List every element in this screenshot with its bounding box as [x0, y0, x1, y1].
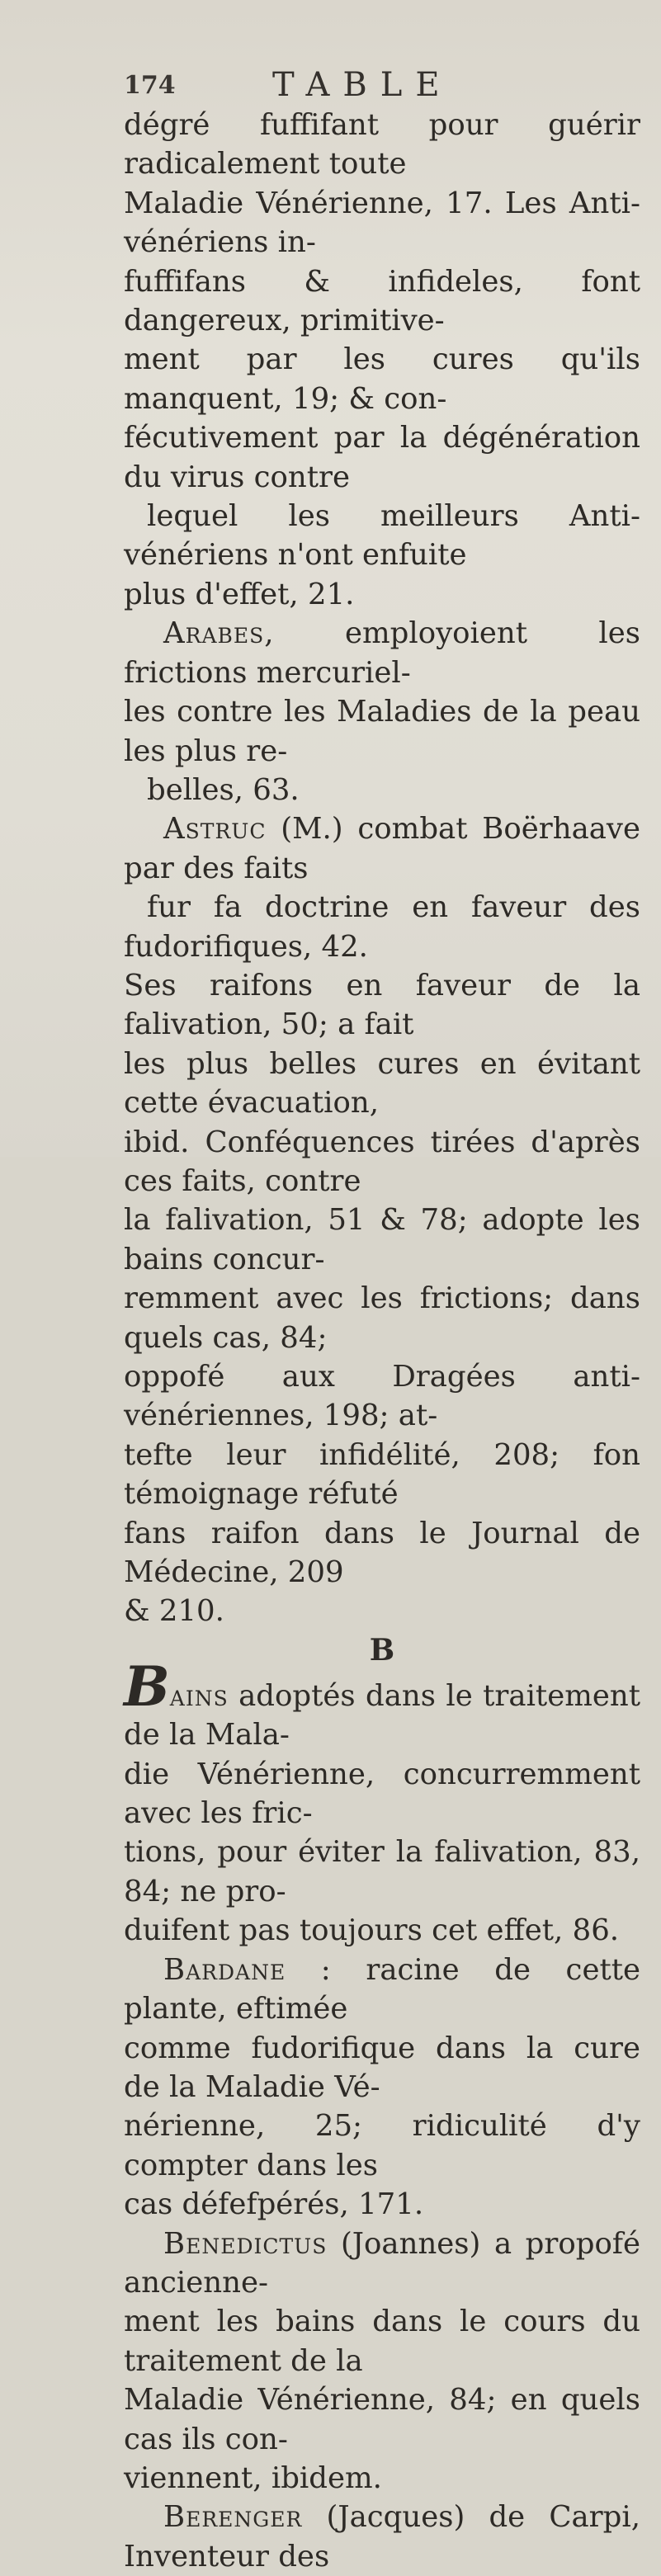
index-entry-berenger: [124, 2498, 640, 2576]
index-entry-bains: [124, 1654, 640, 1951]
text-line: tefte leur infidélité, 208; fon témoignage réfuté: [124, 1437, 640, 1512]
text-line: fuffifans & infideles, font dangereux, primitive-: [124, 264, 640, 338]
text-line: ment les bains dans le cours du traitement de la: [124, 2305, 640, 2378]
text-line: nérienne, 25; ridiculité d'y compter dans les: [124, 2109, 640, 2182]
text-line: Ses raifons en faveur de la falivation, 50; a fait: [124, 968, 640, 1042]
section-letter: B: [369, 1632, 395, 1668]
running-title: TABLE: [272, 66, 453, 104]
entry-heading: Benedictus: [163, 2226, 328, 2261]
text-line: adoptés dans le traitement de la Mala-: [124, 1678, 640, 1753]
text-line: : racine de cette plante, eftimée: [124, 1952, 640, 2026]
text-line: dégré fuffifant pour guérir radicalement toute: [124, 108, 640, 182]
text-line: & 210.: [124, 1594, 224, 1629]
text-line: oppofé aux Dragées anti-vénériennes, 198; at-: [124, 1360, 640, 1433]
text-line: die Vénérienne, concurremment avec les fric-: [124, 1757, 640, 1831]
text-line: la falivation, 51 & 78; adopte les bains concur-: [124, 1203, 640, 1276]
text-line: Maladie Vénérienne, 84; en quels cas ils con-: [124, 2383, 640, 2456]
text-line: Maladie Vénérienne, 17. Les Anti-vénériens in-: [124, 186, 640, 260]
text-line: ibid. Conféquences tirées d'après ces faits, contre: [124, 1125, 640, 1198]
text-line: tions, pour éviter la falivation, 83, 84; ne pro-: [124, 1835, 640, 1908]
text-line: les contre les Maladies de la peau les plus re-: [124, 695, 640, 768]
text-line: , employoient les frictions mercuriel-: [124, 616, 640, 690]
text-line: viennent, ibidem.: [124, 2460, 382, 2495]
index-entry-benedictus: [124, 2225, 640, 2498]
text-line: duifent pas toujours cet effet, 86.: [124, 1913, 620, 1948]
index-entry-arabes: [124, 614, 640, 809]
entry-heading: Astruc: [163, 812, 267, 847]
index-body: [124, 106, 640, 2576]
text-line: les plus belles cures en évitant cette évacuation,: [124, 1046, 640, 1121]
drop-cap: B: [124, 1654, 170, 1719]
index-entry-astruc: [124, 809, 640, 1631]
text-line: plus d'effet, 21.: [124, 577, 355, 611]
text-line: remment avec les frictions; dans quels cas, 84;: [124, 1281, 640, 1355]
text-line: comme fudorifique dans la cure de la Maladie Vé-: [124, 2031, 640, 2104]
index-entry-continuation: [124, 106, 640, 614]
text-line: (Jacques) de Carpi, Inventeur des: [124, 2500, 640, 2574]
text-line: lequel les meilleurs Anti-vénériens n'ont enfuite: [124, 499, 640, 573]
text-line: (M.) combat Boërhaave par des faits: [124, 812, 640, 885]
text-line: cas défefpérés, 171.: [124, 2187, 424, 2222]
page-number: 174: [124, 71, 176, 100]
text-line: ment par les cures qu'ils manquent, 19; & con-: [124, 342, 640, 416]
text-line: fécutivement par la dégénération du virus contre: [124, 421, 640, 494]
entry-heading: Arabes: [163, 616, 265, 651]
running-head: [124, 66, 628, 107]
index-entry-bardane: [124, 1951, 640, 2225]
entry-heading: ains: [169, 1678, 229, 1713]
entry-heading: Bardane: [163, 1952, 286, 1987]
text-line: fans raifon dans le Journal de Médecine, 209: [124, 1516, 640, 1590]
text-line: belles, 63.: [147, 772, 300, 807]
entry-heading: Berenger: [163, 2500, 303, 2535]
text-line: fur fa doctrine en faveur des fudorifiques, 42.: [124, 890, 640, 964]
text-line: (Joannes) a propofé ancienne-: [124, 2226, 640, 2300]
